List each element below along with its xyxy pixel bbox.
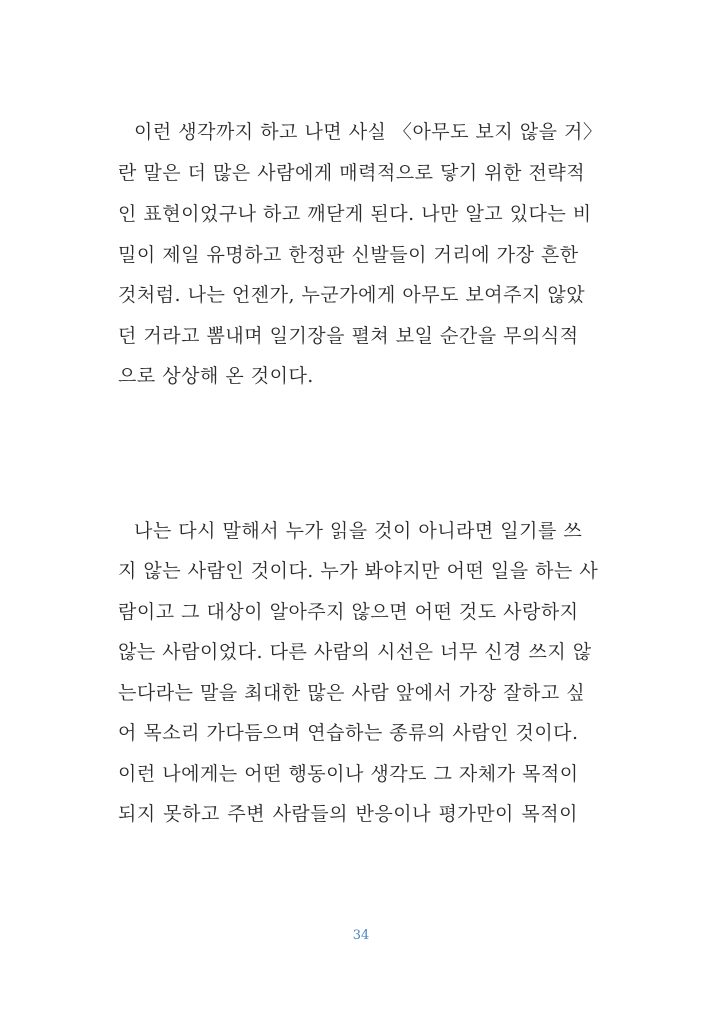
text-line: 람이고 그 대상이 알아주지 않으면 어떤 것도 사랑하지 [118,601,579,623]
text-line: 것처럼. 나는 언젠가, 누군가에게 아무도 보여주지 않았 [118,284,586,306]
text-line: 지 않는 사람인 것이다. 누가 봐야지만 어떤 일을 하는 사 [118,560,599,582]
text-line: 란 말은 더 많은 사람에게 매력적으로 닿기 위한 전략적 [118,162,586,184]
text-line: 나는 다시 말해서 누가 읽을 것이 아니라면 일기를 쓰 [134,520,583,542]
text-line: 않는 사람이었다. 다른 사람의 시선은 너무 신경 쓰지 않 [118,641,592,663]
text-line: 인 표현이었구나 하고 깨닫게 된다. 나만 알고 있다는 비 [118,203,592,225]
text-line: 으로 상상해 온 것이다. [118,365,314,387]
text-line: 던 거라고 뽐내며 일기장을 펼쳐 보일 순간을 무의식적 [118,325,579,347]
text-line: 어 목소리 가다듬으며 연습하는 종류의 사람인 것이다. [118,722,579,744]
page-number: 34 [352,928,370,943]
text-line: 되지 못하고 주변 사람들의 반응이나 평가만이 목적이 [118,803,578,825]
text-line: 이런 생각까지 하고 나면 사실 〈아무도 보지 않을 거〉 [134,121,603,143]
text-line: 는다라는 말을 최대한 많은 사람 앞에서 가장 잘하고 싶 [118,682,586,704]
text-line: 이런 나에게는 어떤 행동이나 생각도 그 자체가 목적이 [118,763,579,785]
text-line: 밀이 제일 유명하고 한정판 신발들이 거리에 가장 흔한 [118,244,579,266]
